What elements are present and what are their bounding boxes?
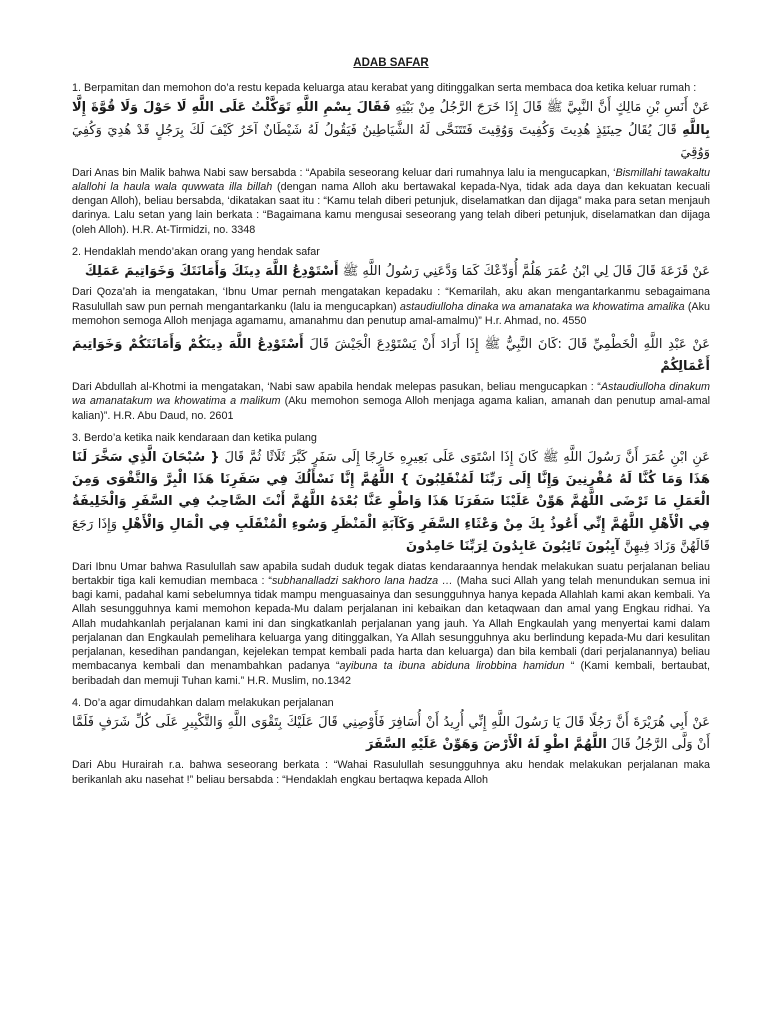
arabic-hadith: عَنْ أَبِي هُرَيْرَةَ أَنَّ رَجُلًا قَالَ يَا رَسُولَ اللَّهِ إِنِّي أُرِيدُ أَنْ أُسَافِرَ فَأَوْصِنِي قَالَ عَلَيْكَ بِتَقْوَى اللَّهِ وَالتَّكْبِيرِ عَلَى كُلِّ شَرَفٍ فَلَمَّا أَنْ وَلَّى الرَّجُلُ قَالَ اللَّهُمَّ اطْوِ لَهُ الْأَرْضَ وَهَوِّنْ عَلَيْهِ السَّفَرَ <box>72 715 710 753</box>
section-4 <box>72 696 710 787</box>
translation-paragraph: Dari Abdullah al-Khotmi ia mengatakan, ‘Nabi saw apabila hendak melepas pasukan, beliau mengucapkan : “Astaudiulloha dinakum wa amanatakum wa khowatima a malikum (Aku memohon semoga Alloh menjaga agama kalian, amanah dan penutup amal-amal kalian)”. H.R. Abu Daud, no. 2601 <box>72 381 711 422</box>
section-heading: 4. Do’a agar dimudahkan dalam melakukan perjalanan <box>72 696 334 709</box>
page-title: ADAB SAFAR <box>353 57 429 69</box>
arabic-hadith: عَنْ عَبْدِ اللَّهِ الْخَطْمِيِّ قَالَ :كَانَ النَّبِيُّ ﷺ إِذَا أَرَادَ أَنْ يَسْتَوْدِعَ الْجَيْشَ قَالَ أَسْتَوْدِعُ اللَّهَ دِينَكُمْ وَأَمَانَتَكُمْ وَخَوَاتِيمَ أَعْمَالِكُمْ <box>72 337 711 375</box>
section-heading: 2. Hendaklah mendo’akan orang yang hendak safar <box>72 245 320 258</box>
translation-paragraph: Dari Ibnu Umar bahwa Rasulullah saw apabila sudah duduk tegak diatas kendaraannya hendak melakukan suatu perjalanan beliau bertakbir tiga kali kemudian membaca : “subhanalladzi sakhoro lana hadza … (Maha suci Allah yang telah menundukan semua ini bagi kami, padahal kami sebelumnya tidak mampu menguasainya dan sesungguhnya hanya kepada Allahlah kami akan kembali. Ya Allah sesungguhnya kami memohon kepada-Mu dalam perjalanan ini kebaikan dan ketaqwaan dan amal yang Engkau ridhai. Ya Allah mudahkanlah perjalanan kami ini dan singkatkanlah perjalanan yang jauh. Ya Allah Engkaulah yang menyertai kami dalam perjalanan dan Engkaulah pemelihara keluarga yang ditinggalkan, Ya Allah sesungguhnya aku berlindung kepada-Mu dari kesulitan perjalanan, kesedihan pandangan, kejelekan tempat kembali pada harta dan keluarga) dan bila kembali (dari perjalanannya) beliau membacanya kembali dan menambahkan padanya “ayibuna ta ibuna abiduna lirobbina hamidun “ (Kami kembali, bertaubat, beribadah dan memuji Tuhan kami.” H.R. Muslim, no.1342 <box>72 560 710 687</box>
arabic-hadith: عَنِ ابْنِ عُمَرَ أَنَّ رَسُولَ اللَّهِ ﷺ كَانَ إِذَا اسْتَوَى عَلَى بَعِيرِهِ خَارِجًا إِلَى سَفَرٍ كَبَّرَ ثَلَاثًا ثُمَّ قَالَ { سُبْحَانَ الَّذِي سَخَّرَ لَنَا هَذَا وَمَا كُنَّا لَهُ مُقْرِنِينَ وَإِنَّا إِلَى رَبِّنَا لَمُنْقَلِبُونَ } اللَّهُمَّ إِنَّا نَسْأَلُكَ فِي سَفَرِنَا هَذَا الْبِرَّ وَالتَّقْوَى وَمِنَ الْعَمَلِ مَا تَرْضَى اللَّهُمَّ هَوِّنْ عَلَيْنَا سَفَرَنَا هَذَا وَاطْوِ عَنَّا بُعْدَهُ اللَّهُمَّ أَنْتَ الصَّاحِبُ فِي السَّفَرِ وَالْخَلِيفَةُ فِي الْأَهْلِ اللَّهُمَّ إِنِّي أَعُوذُ بِكَ مِنْ وَعْثَاءِ السَّفَرِ وَكَآبَةِ الْمَنْظَرِ وَسُوءِ الْمُنْقَلَبِ فِي الْمَالِ وَالْأَهْلِ وَإِذَا رَجَعَ قَالَهُنَّ وَزَادَ فِيهِنَّ آيِبُونَ تَائِبُونَ عَابِدُونَ لِرَبِّنَا حَامِدُونَ <box>72 450 711 554</box>
section-2 <box>72 245 710 423</box>
section-heading: 3. Berdo’a ketika naik kendaraan dan ketika pulang <box>72 431 317 444</box>
arabic-hadith: عَنْ أَنَسِ بْنِ مَالِكٍ أَنَّ النَّبِيَّ ﷺ قَالَ إِذَا خَرَجَ الرَّجُلُ مِنْ بَيْتِهِ فَقَالَ بِسْمِ اللَّهِ تَوَكَّلْتُ عَلَى اللَّهِ لَا حَوْلَ وَلَا قُوَّةَ إِلَّا بِاللَّهِ قَالَ يُقَالُ حِينَئِذٍ هُدِيتَ وَكُفِيتَ وَوُقِيتَ فَتَتَنَحَّى لَهُ الشَّيَاطِينُ فَيَقُولُ لَهُ شَيْطَانٌ آخَرُ كَيْفَ لَكَ بِرَجُلٍ قَدْ هُدِيَ وَكُفِيَ وَوُقِيَ <box>72 100 710 160</box>
translation-paragraph: Dari Anas bin Malik bahwa Nabi saw bersabda : “Apabila seseorang keluar dari rumahnya lalu ia mengucapkan, ‘Bismillahi tawakaltu alallohi la haula wala quwwata illa billah (dengan nama Alloh aku bertawakal kepada-Nya, tidak ada daya dan kekuatan kecuali dengan Alloh), beliau bersabda, ‘dikatakan saat itu : “Kamu telah diberi petunjuk, diselamatkan dan dijaga” maka para setan menjauh darinya. Lalu setan yang lain berkata : “Bagaimana kamu mengusai seseorang yang telah diberi petunjuk, diselamatkan dan dijaga (oleh Alloh). H.R. At-Tirmidzi, no. 3348 <box>72 166 710 236</box>
section-heading: 1. Berpamitan dan memohon do’a restu kepada keluarga atau kerabat yang ditinggalkan serta membaca doa ketika keluar rumah : <box>72 82 697 95</box>
translation-paragraph: Dari Qoza’ah ia mengatakan, ‘Ibnu Umar pernah mengatakan kepadaku : “Kemarilah, aku akan mengantarkanmu sebagaimana Rasulullah saw pun pernah mengantarkanku (lalu ia mengucapkan) astaudiulloha dinaka wa amanataka wa khowatima amalika (Aku memohon semoga Alloh menjaga agamamu, amanahmu dan penutup amal-amalmu)” H.r. Ahmad, no. 4550 <box>72 286 711 327</box>
section-1 <box>72 81 710 237</box>
section-3 <box>72 431 710 688</box>
translation-paragraph: Dari Abu Hurairah r.a. bahwa seseorang berkata : “Wahai Rasulullah sesungguhnya aku hendak melakukan perjalanan maka berikanlah aku nasehat !” beliau bersabda : “Hendaklah engkau bertaqwa kepada Alloh <box>72 759 710 786</box>
arabic-hadith: عَنْ قَزَعَةَ قَالَ قَالَ لِي ابْنُ عُمَرَ هَلُمَّ أُوَدِّعْكَ كَمَا وَدَّعَنِي رَسُولُ اللَّهِ ﷺ أَسْتَوْدِعُ اللَّهَ دِينَكَ وَأَمَانَتَكَ وَخَوَاتِيمَ عَمَلِكَ <box>84 264 710 280</box>
